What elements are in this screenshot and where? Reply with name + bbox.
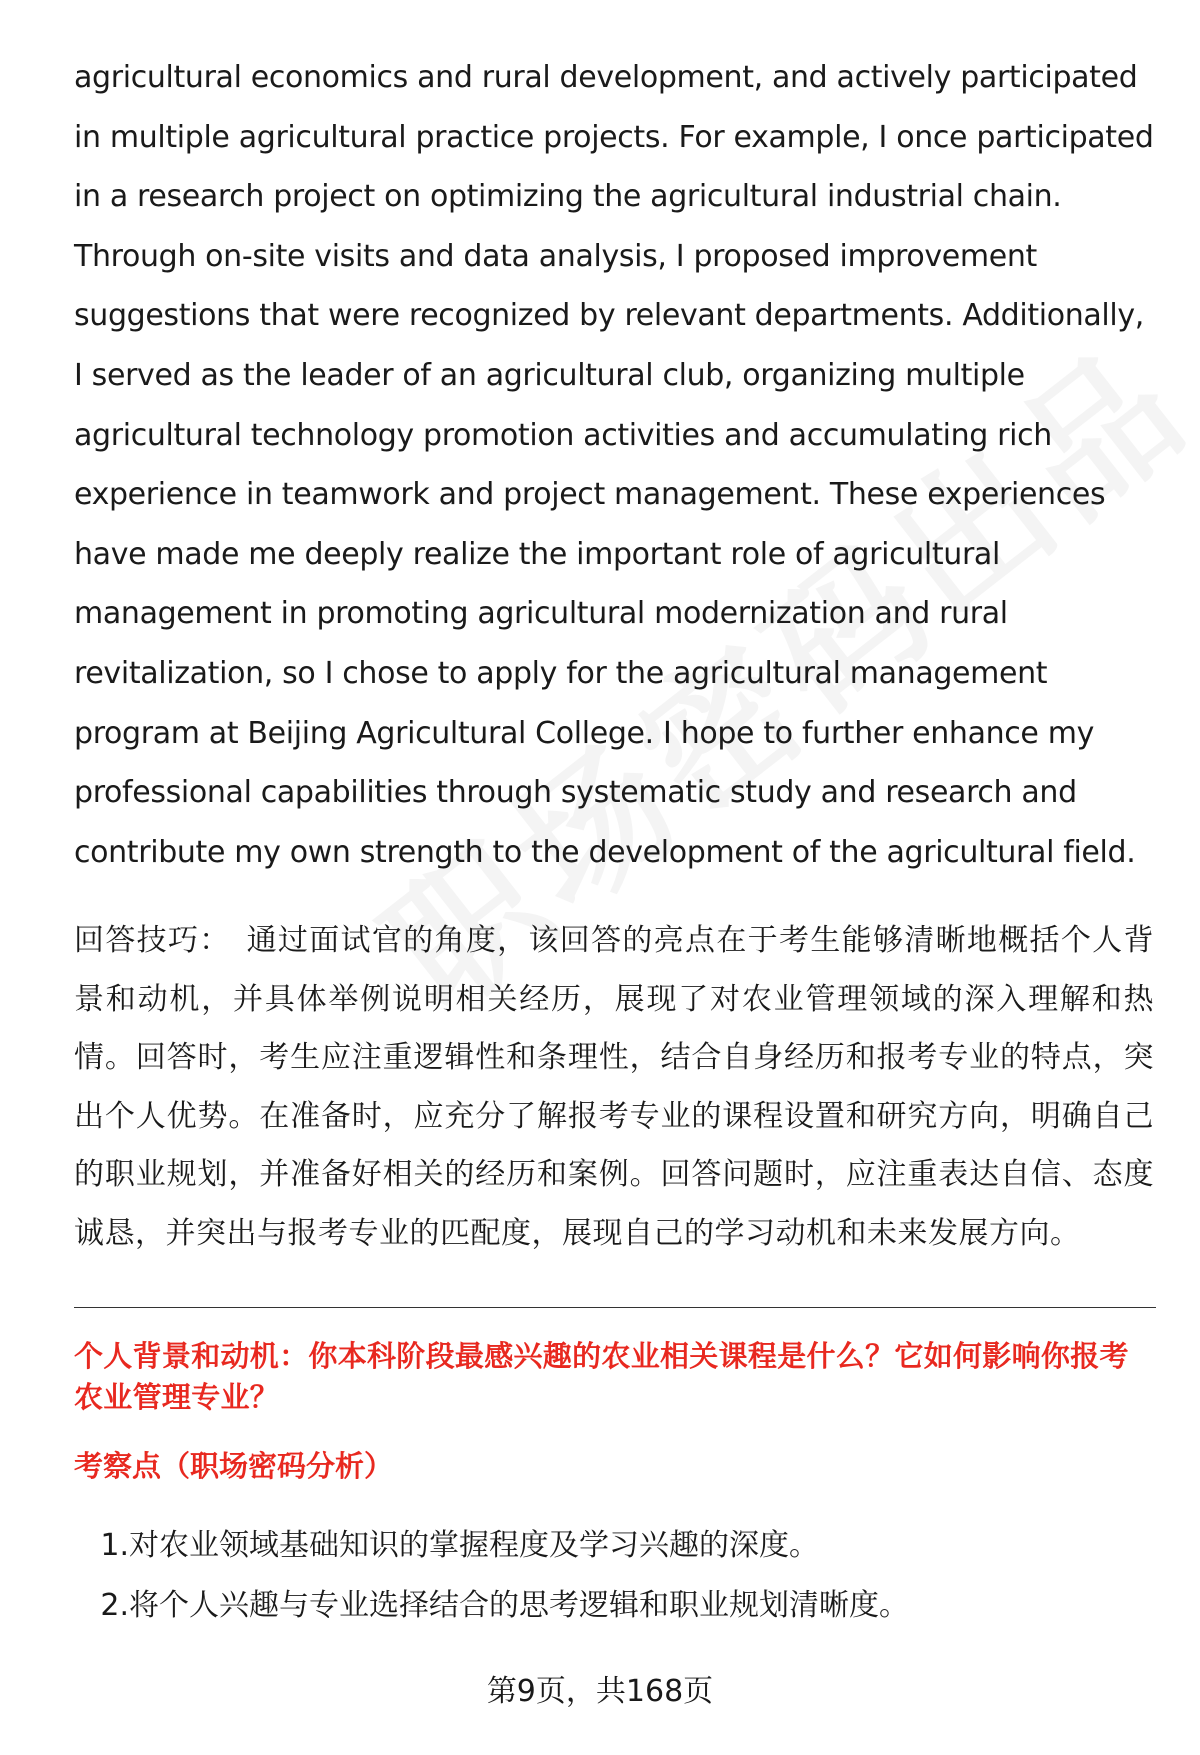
list-item-text: 对农业领域基础知识的掌握程度及学习兴趣的深度。 — [129, 1528, 819, 1564]
assessment-points-list — [74, 1516, 1154, 1636]
tips-label: 回答技巧： — [74, 923, 231, 959]
list-item — [74, 1516, 1154, 1576]
page-number: 第9页，共168页 — [486, 1674, 714, 1709]
assessment-points-heading: 考察点（职场密码分析） — [74, 1449, 394, 1484]
question-title: 个人背景和动机：你本科阶段最感兴趣的农业相关课程是什么？它如何影响你报考农业管理专业？ — [74, 1339, 1129, 1415]
list-item-text: 将个人兴趣与专业选择结合的思考逻辑和职业规划清晰度。 — [129, 1588, 909, 1624]
list-item-number: 1. — [100, 1528, 129, 1564]
section-divider — [74, 1307, 1156, 1308]
document-page — [74, 48, 1154, 1636]
tips-text: 通过面试官的角度，该回答的亮点在于考生能够清晰地概括个人背景和动机，并具体举例说明相关经历，展现了对农业管理领域的深入理解和热情。回答时，考生应注重逻辑性和条理性，结合自身经历和报考专业的特点，突出个人优势。在准备时，应充分了解报考专业的课程设置和研究方向，明确自己的职业规划，并准备好相关的经历和案例。回答问题时，应注重表达自信、态度诚恳，并突出与报考专业的匹配度，展现自己的学习动机和未来发展方向。 — [74, 923, 1155, 1251]
answer-tips — [74, 912, 1154, 1263]
list-item — [74, 1576, 1154, 1636]
list-item-number: 2. — [100, 1588, 129, 1624]
answer-paragraph: agricultural economics and rural development, and actively participated in multiple agricultural practice projects. For example, I once participated in a research project on optimizing the agricultural industrial chain. Through on-site visits and data analysis, I proposed improvement suggestions that were recognized by relevant departments. Additionally, I served as the leader of an agricultural club, organizing multiple agricultural technology promotion activities and accumulating rich experience in teamwork and project management. These experiences have made me deeply realize the important role of agricultural management in promoting agricultural modernization and rural revitalization, so I chose to apply for the agricultural management program at Beijing Agricultural College. I hope to further enhance my professional capabilities through systematic study and research and contribute my own strength to the development of the agricultural field. — [74, 60, 1154, 870]
